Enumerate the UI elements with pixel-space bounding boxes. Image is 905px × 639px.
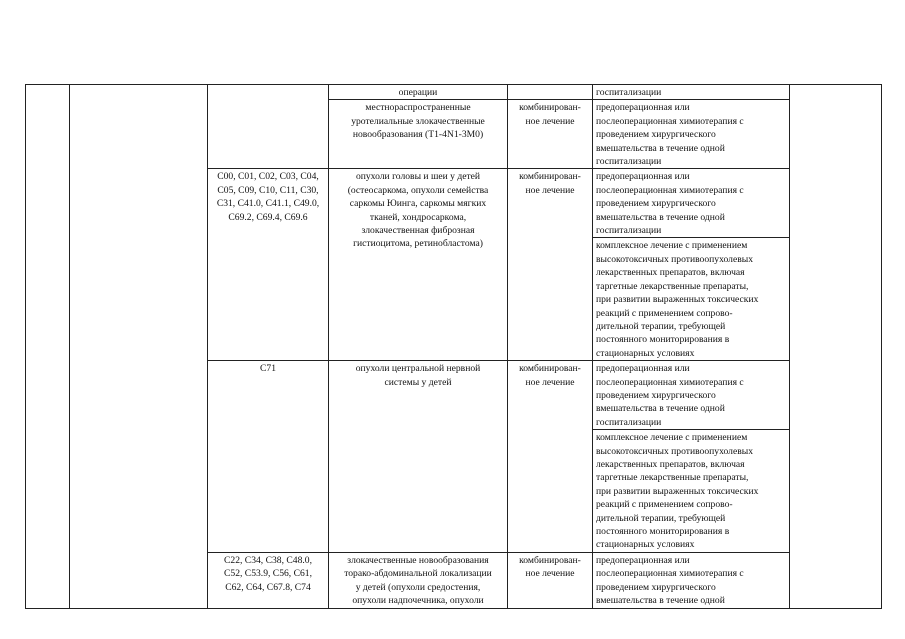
method-text: вмешательства в течение одной [596,403,725,415]
method-text: постоянного мониторирования в [596,526,730,537]
disease-text: опухоли надпочечника, опухоли [352,595,484,607]
method-text: реакций с применением сопрово- [596,307,733,319]
codes-cell [208,361,329,553]
codes-text: C22, C34, C38, C48.0, [224,554,312,566]
method-cell [593,100,790,169]
method-text: постоянного мониторирования в [596,334,730,346]
treatment-cell [508,169,593,361]
disease-cell [329,361,508,553]
method-cell [593,361,790,430]
method-text: стационарных условиях [596,347,695,359]
method-text: послеоперационная химиотерапия с [596,376,744,388]
treatment-cell [508,361,593,553]
disease-text: системы у детей [384,376,452,388]
method-text: вмешательства в течение одной [596,211,725,223]
method-text: таргетные лекарственные препараты, [596,472,749,484]
method-text: таргетные лекарственные препараты, [596,280,749,292]
method-text: вмешательства в течение одной [596,595,725,607]
method-text: предоперационная или [596,554,690,566]
method-text: вмешательства в течение одной [596,142,725,154]
treatment-cell [508,552,593,608]
method-text: при развитии выраженных токсических [596,294,759,306]
codes-cell [208,552,329,608]
disease-text: тканей, хондросаркома, [369,211,467,223]
method-text: реакций с применением сопрово- [596,499,733,511]
notes-column-cell [790,85,882,609]
method-text: высокотоксичных противоопухолевых [596,445,753,457]
disease-cell [329,552,508,608]
method-text: при развитии выраженных токсических [596,485,759,497]
treatment-text: комбинирован- [519,102,581,114]
disease-text: опухоли центральной нервной [355,363,481,375]
codes-cell [208,85,329,169]
disease-text: уротелиальные злокачественные [351,115,485,127]
index-column-cell [26,85,70,609]
method-text: проведением хирургического [596,129,716,141]
method-text: лекарственных препаратов, включая [596,267,745,279]
method-text: проведением хирургического [596,389,716,401]
treatment-text: ное лечение [525,115,575,127]
disease-text: злокачественная фиброзная [361,225,475,237]
method-text: госпитализации [596,156,662,168]
treatment-text: комбинирован- [519,171,581,183]
method-cell [593,430,790,553]
method-cell [593,85,790,100]
disease-text: местнораспространенные [365,102,471,114]
method-text: проведением хирургического [596,198,716,210]
codes-text: C00, C01, C02, C03, C04, [217,171,319,183]
method-text: предоперационная или [596,102,690,114]
treatment-text: ное лечение [525,376,575,388]
codes-text: C62, C64, C67.8, C74 [225,581,311,593]
treatment-text: ное лечение [525,568,575,580]
method-text: высокотоксичных противоопухолевых [596,253,753,265]
profile-column-cell [70,85,208,609]
method-text: комплексное лечение с применением [596,240,748,252]
disease-text: новообразования (T1-4N1-3M0) [352,129,484,141]
disease-text: злокачественные новообразования [347,554,489,566]
method-text: госпитализации [596,225,662,237]
method-text: стационарных условиях [596,539,695,551]
disease-cell [329,85,508,100]
disease-cell [329,169,508,361]
codes-text: C69.2, C69.4, C69.6 [228,211,308,223]
method-cell [593,169,790,238]
disease-text: саркомы Юинга, саркомы мягких [349,198,487,210]
method-text: предоперационная или [596,363,690,375]
method-cell [593,552,790,608]
method-text: дительной терапии, требующей [596,320,726,332]
disease-cell [329,100,508,169]
codes-text: C71 [260,363,276,375]
treatment-text: ное лечение [525,184,575,196]
table-row [26,85,882,100]
disease-text: (остеосаркома, опухоли семейства [347,184,489,196]
method-text: проведением хирургического [596,581,716,593]
method-text: послеоперационная химиотерапия с [596,568,744,580]
method-cell [593,238,790,361]
method-text: послеоперационная химиотерапия с [596,184,744,196]
codes-text: C31, C41.0, C41.1, C49.0, [216,198,320,210]
disease-text: опухоли головы и шеи у детей [355,171,481,183]
method-text: госпитализации [596,87,662,98]
method-text: дительной терапии, требующей [596,512,726,524]
method-text: послеоперационная химиотерапия с [596,115,744,127]
disease-text: операции [398,87,438,98]
disease-text: у детей (опухоли средостения, [355,581,481,593]
method-text: предоперационная или [596,171,690,183]
codes-cell [208,169,329,361]
disease-text: торако-абдоминальной локализации [344,568,492,580]
treatment-text: комбинирован- [519,363,581,375]
method-text: лекарственных препаратов, включая [596,458,745,470]
codes-text: C52, C53.9, C56, C61, [224,568,312,580]
method-text: госпитализации [596,416,662,428]
disease-text: гистиоцитома, ретинобластома) [353,238,483,250]
treatment-cell [508,85,593,100]
codes-text: C05, C09, C10, C11, C30, [217,184,319,196]
treatment-cell [508,100,593,169]
treatment-text: комбинирован- [519,554,581,566]
treatment-table [25,84,882,609]
method-text: комплексное лечение с применением [596,432,748,444]
